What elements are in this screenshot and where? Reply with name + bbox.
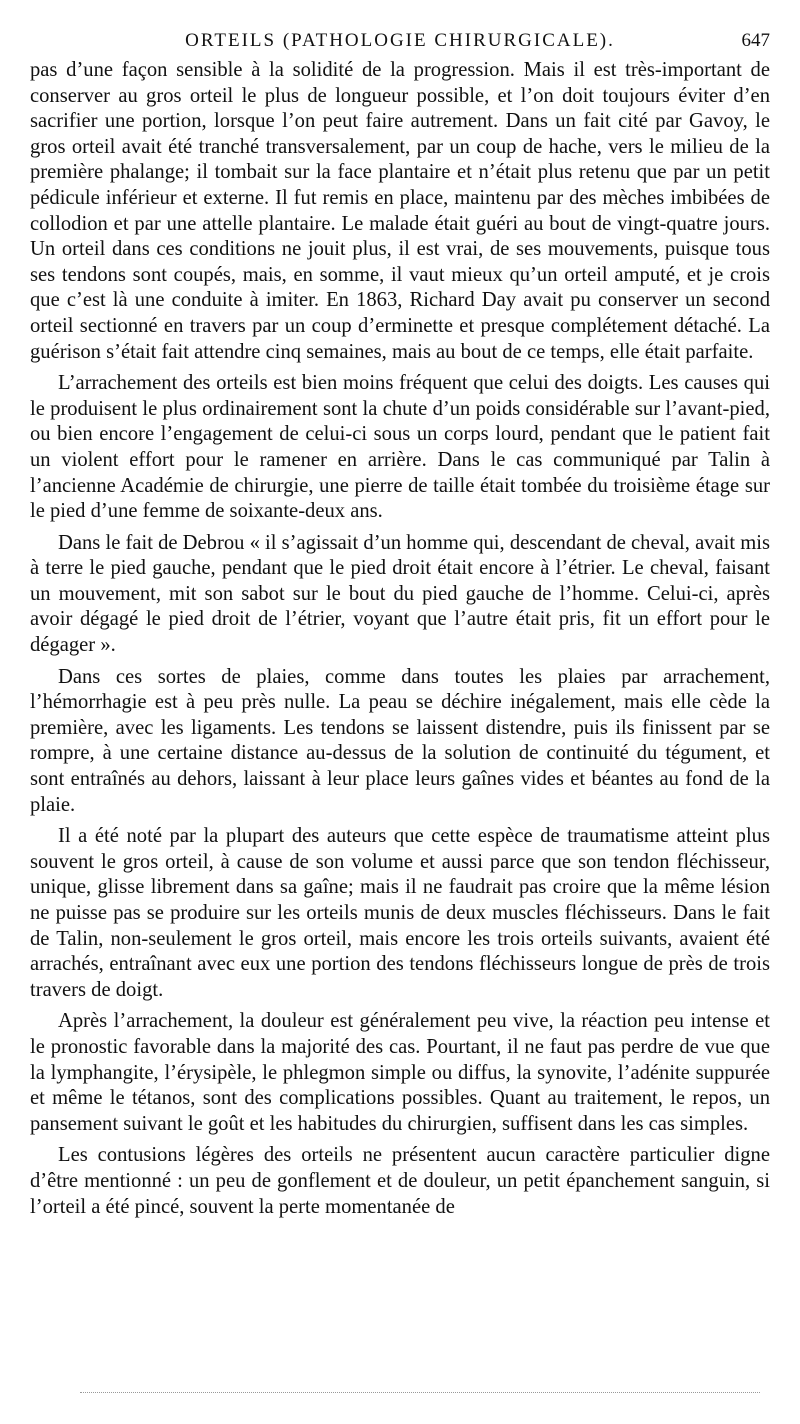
- paragraph-2: L’arrachement des orteils est bien moins fréquent que celui des doigts. Les causes qui le produisent le plus ordinairement sont la chute d’un poids considérable sur l’avant-pied, ou bien encore l’engagement de celui-ci sous un corps lourd, pendant que le patient fait un violent effort pour le ramener en arrière. Dans le cas communiqué par Talin à l’ancienne Académie de chirurgie, une pierre de taille était tombée du troisième étage sur le pied d’une femme de soixante-deux ans.: [30, 372, 770, 523]
- page-header: [30, 20, 770, 54]
- paragraph-5: Il a été noté par la plupart des auteurs que cette espèce de traumatisme atteint plus souvent le gros orteil, à cause de son volume et aussi parce que son tendon fléchisseur, unique, glisse librement dans sa gaîne; mais il ne faudrait pas croire que la même lésion ne puisse pas se produire sur les orteils munis de deux muscles fléchisseurs. Dans le fait de Talin, non-seulement le gros orteil, mais encore les trois orteils suivants, avaient été arrachés, entraînant avec eux une portion des tendons fléchisseurs longue de près de trois travers de doigt.: [30, 825, 770, 1001]
- page-number: 647: [741, 30, 770, 51]
- paragraph-7: Les contusions légères des orteils ne présentent aucun caractère particulier digne d’être mentionné : un peu de gonflement et de douleur, un petit épanchement sanguin, si l’orteil a été pincé, souvent la perte momentanée de: [30, 1144, 770, 1218]
- paragraph-1: pas d’une façon sensible à la solidité de la progression. Mais il est très-important de conserver au gros orteil le plus de longueur possible, et l’on doit toujours éviter d’en sacrifier une portion, lorsque l’on peut faire autrement. Dans un fait cité par Gavoy, le gros orteil avait été tranché transversalement, par un coup de hache, vers le milieu de la première phalange; il tombait sur la face plantaire et n’était plus retenu que par un petit pédicule inférieur et externe. Il fut remis en place, maintenu par des mèches imbibées de collodion et par une attelle plantaire. Le malade était guéri au bout de vingt-quatre jours. Un orteil dans ces conditions ne jouit plus, il est vrai, de ses mouvements, puisque tous ses tendons sont coupés, mais, en somme, il vaut mieux qu’un orteil amputé, et je crois que c’est là une conduite à imiter. En 1863, Richard Day avait pu conserver un second orteil sectionné en travers par un coup d’erminette et presque complétement détaché. La guérison s’était fait attendre cinq semaines, mais au bout de ce temps, elle était parfaite.: [30, 59, 770, 363]
- document-page: [30, 20, 770, 1226]
- paragraph-3: Dans le fait de Debrou « il s’agissait d’un homme qui, descendant de cheval, avait mis à terre le pied gauche, pendant que le pied droit était encore à l’étrier. Le cheval, faisant un mouvement, mit son sabot sur le bout du pied gauche de l’homme. Celui-ci, après avoir dégagé le pied droit de l’étrier, voyant que l’autre était pris, fit un effort pour le dégager ».: [30, 531, 771, 657]
- paragraph-4: Dans ces sortes de plaies, comme dans toutes les plaies par arrachement, l’hémorrhagie est à peu près nulle. La peau se déchire inégalement, mais elle cède la première, avec les ligaments. Les tendons se laissent distendre, puis ils finissent par se rompre, à une certaine distance au-dessus de la solution de continuité du tégument, et sont entraînés au dehors, laissant à leur place leurs gaînes vides et béantes au fond de la plaie.: [30, 665, 770, 816]
- scan-artifact-line: [80, 1392, 760, 1395]
- running-title: ORTEILS (PATHOLOGIE CHIRURGICALE).: [185, 30, 615, 51]
- body-text: [30, 58, 770, 1220]
- paragraph-6: Après l’arrachement, la douleur est généralement peu vive, la réaction peu intense et le pronostic favorable dans la majorité des cas. Pourtant, il ne faut pas perdre de vue que la lymphangite, l’érysipèle, le phlegmon simple ou diffus, la synovite, l’adénite suppurée et même le tétanos, sont des complications possibles. Quant au traitement, le repos, un pansement suivant le goût et les habitudes du chirurgien, suffisent dans les cas simples.: [30, 1010, 770, 1135]
